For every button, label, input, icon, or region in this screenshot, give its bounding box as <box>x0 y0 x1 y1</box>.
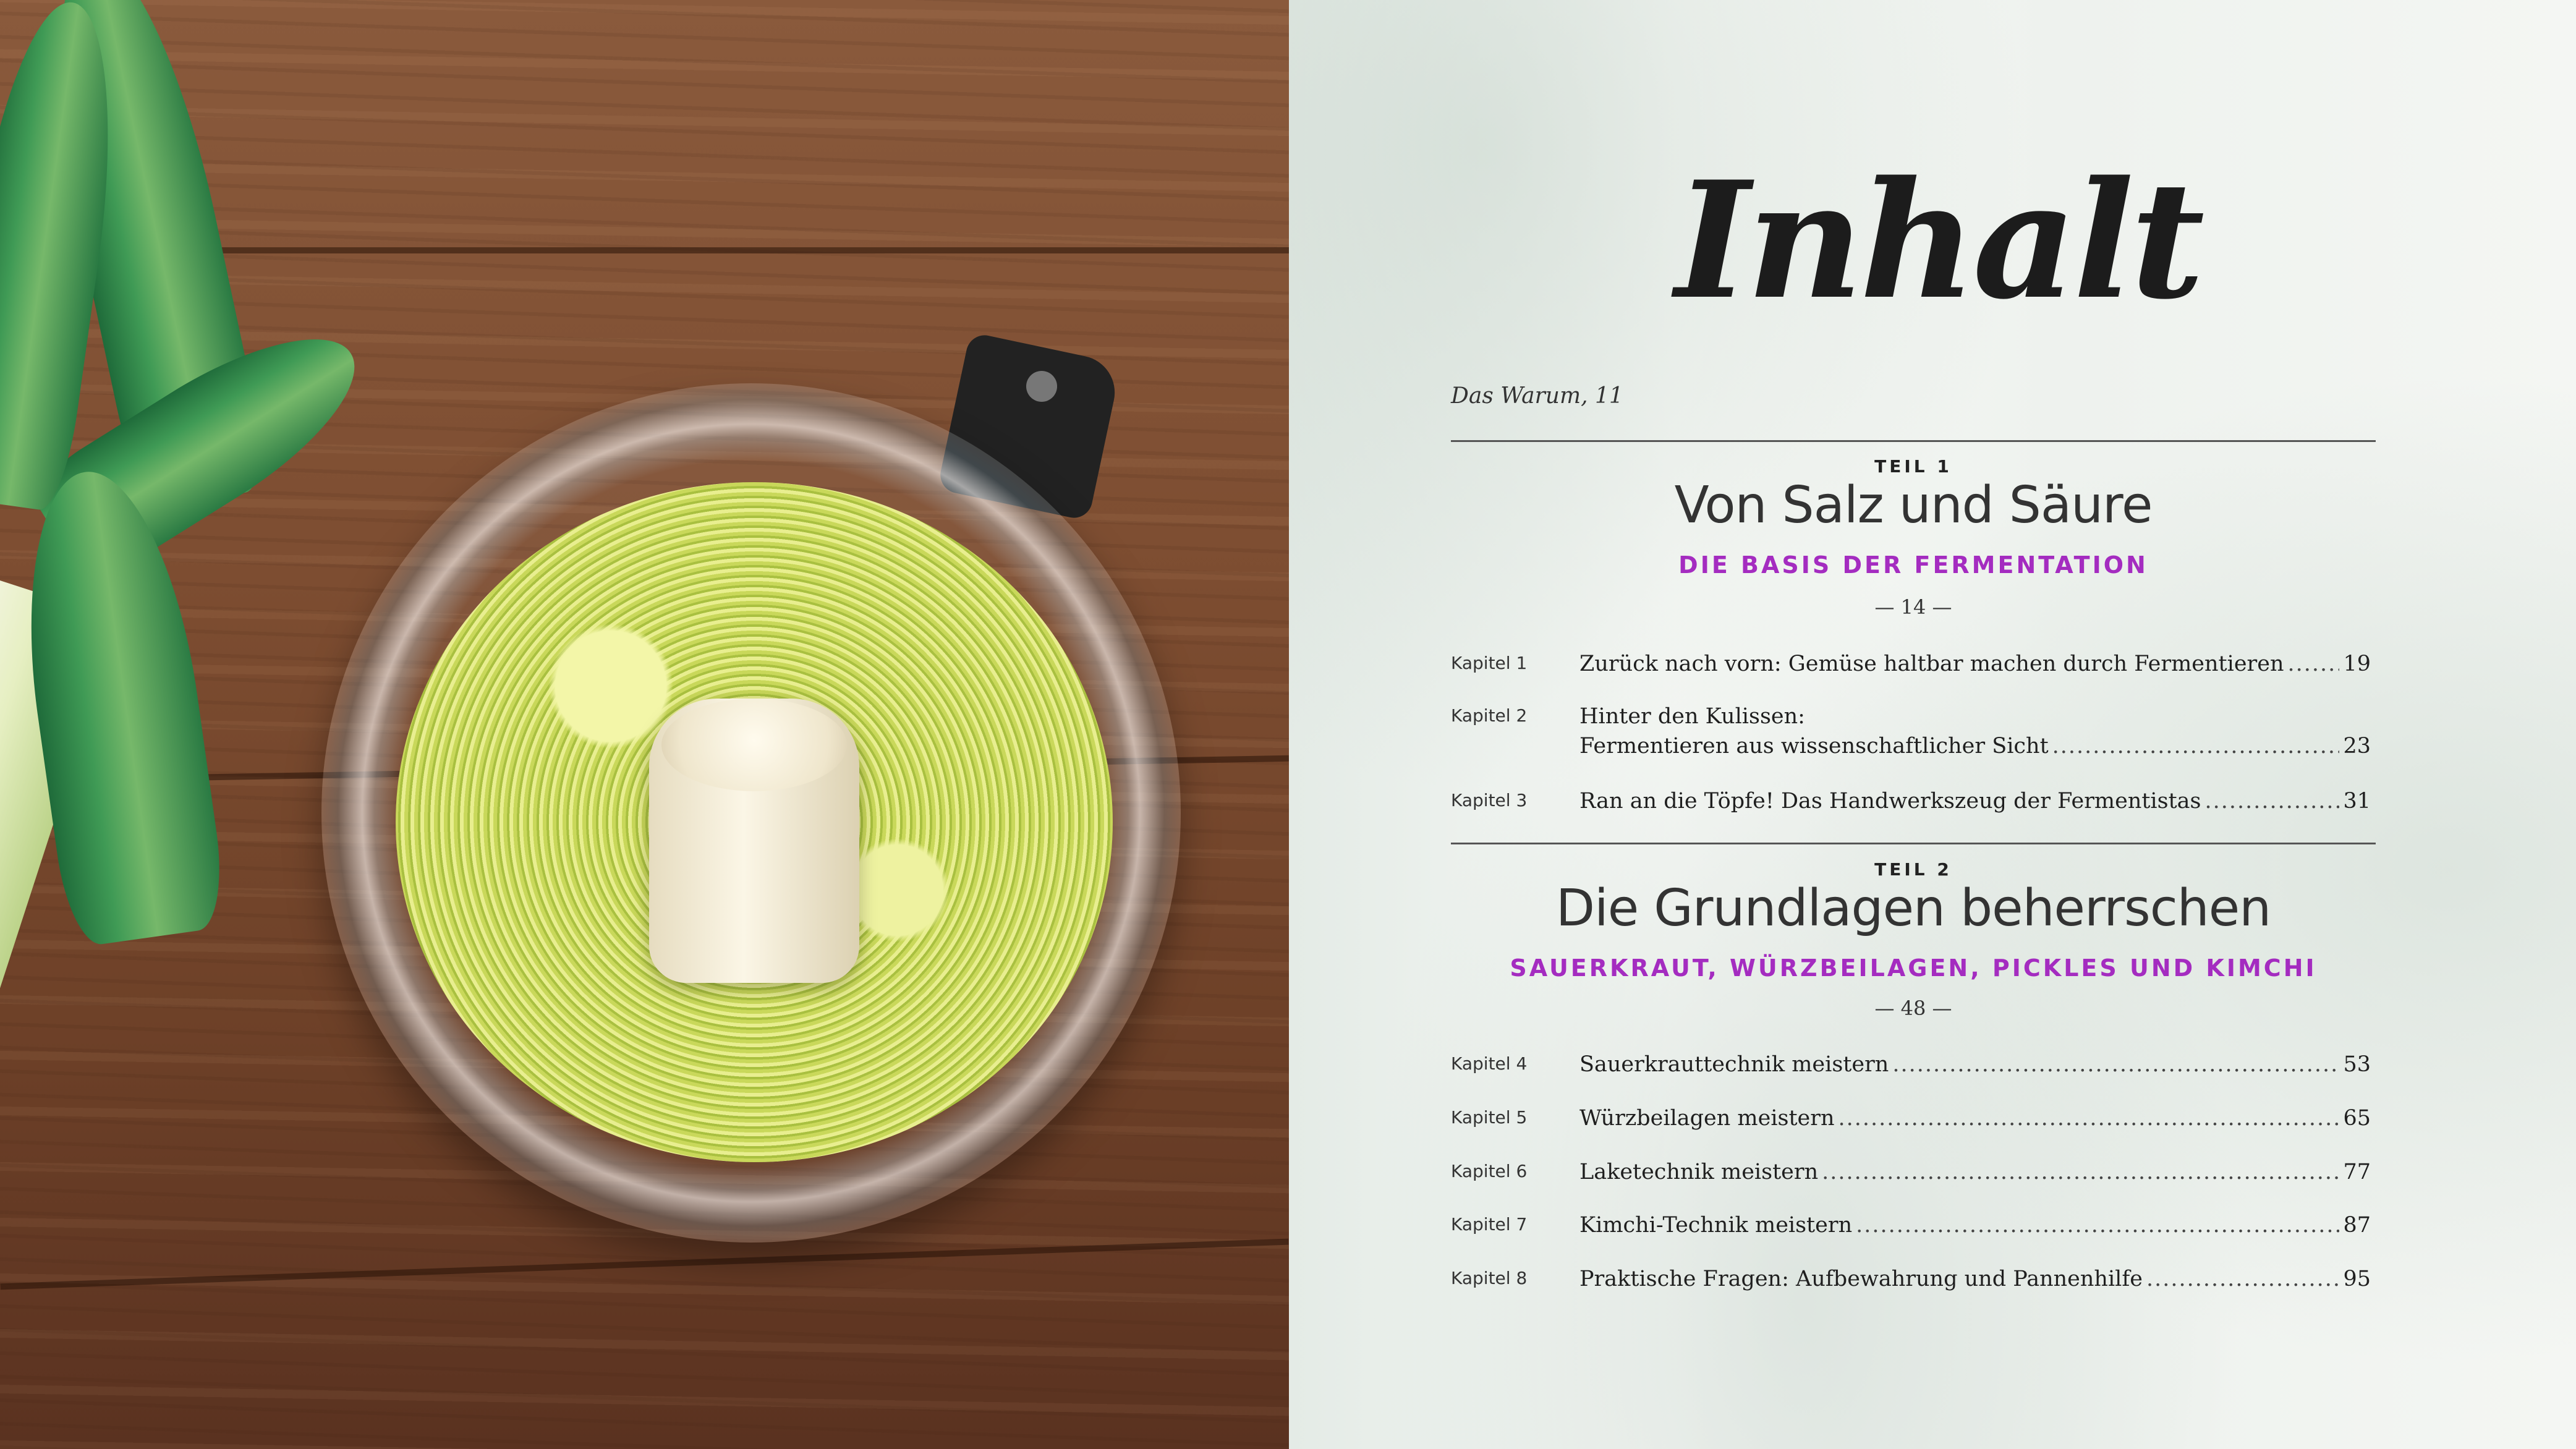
chapter-number: Kapitel 1 <box>1451 653 1528 673</box>
part-subtitle: SAUERKRAUT, WÜRZBEILAGEN, PICKLES UND KIMCHI <box>1510 954 2317 982</box>
blade-hub-cap-image <box>661 699 847 791</box>
wood-plank-seam <box>0 1239 1288 1290</box>
chapter-title: Laketechnik meistern <box>1579 1160 1819 1184</box>
chapter-title: Kimchi-Technik meistern <box>1579 1213 1853 1238</box>
section-divider <box>1451 843 2376 844</box>
chapter-number: Kapitel 4 <box>1451 1053 1528 1074</box>
chapter-title: Würzbeilagen meistern <box>1579 1106 1835 1131</box>
part-label: TEIL 1 <box>1874 456 1952 477</box>
chapter-page-number: 31 <box>2343 789 2371 814</box>
chapter-page-number: 95 <box>2343 1267 2371 1291</box>
chapter-page-number: 23 <box>2343 734 2371 758</box>
leader-dots <box>1892 1050 2339 1079</box>
chapter-page-number: 87 <box>2343 1213 2371 1238</box>
part-title: Die Grundlagen beherrschen <box>1555 879 2271 938</box>
leader-dots <box>1822 1157 2339 1187</box>
toc-page <box>1289 0 2576 1449</box>
chapter-title: Hinter den Kulissen: <box>1579 704 1805 729</box>
chapter-page-number: 65 <box>2343 1106 2371 1131</box>
leader-dots <box>2204 786 2339 816</box>
chapter-title-continued: Fermentieren aus wissenschaftlicher Sicht <box>1579 734 2049 758</box>
leader-dots <box>2052 731 2340 761</box>
chapter-title: Sauerkrauttechnik meistern <box>1579 1052 1889 1077</box>
intro-entry: Das Warum, 11 <box>1451 383 1623 409</box>
part-subtitle: DIE BASIS DER FERMENTATION <box>1678 551 2148 579</box>
chapter-number: Kapitel 6 <box>1451 1161 1528 1181</box>
chapter-number: Kapitel 2 <box>1451 705 1528 726</box>
leek-leaf-image <box>5 461 229 949</box>
chapter-number: Kapitel 3 <box>1451 790 1528 810</box>
part-label: TEIL 2 <box>1874 859 1952 880</box>
chapter-number: Kapitel 7 <box>1451 1214 1528 1234</box>
leader-dots <box>1856 1210 2339 1240</box>
chapter-page-number: 53 <box>2343 1052 2371 1077</box>
chapter-number: Kapitel 5 <box>1451 1107 1528 1128</box>
chapter-title: Ran an die Töpfe! Das Handwerkszeug der Fermentistas <box>1579 789 2201 814</box>
chapter-page-number: 19 <box>2343 652 2371 676</box>
chapter-title: Praktische Fragen: Aufbewahrung und Pannenhilfe <box>1579 1267 2143 1291</box>
chapter-number: Kapitel 8 <box>1451 1268 1528 1288</box>
section-divider <box>1451 440 2376 442</box>
leader-dots <box>1838 1103 2340 1133</box>
page-title: Inhalt <box>1675 147 2201 335</box>
chapter-page-number: 77 <box>2343 1160 2371 1184</box>
chapter-title: Zurück nach vorn: Gemüse haltbar machen durch Fermentieren <box>1579 652 2284 676</box>
part-page-number: — 14 — <box>1874 595 1952 619</box>
leader-dots <box>2146 1264 2339 1294</box>
leader-dots <box>2288 649 2340 679</box>
part-page-number: — 48 — <box>1874 996 1952 1020</box>
part-title: Von Salz und Säure <box>1674 476 2153 535</box>
processor-handle-hole-image <box>1026 371 1057 402</box>
